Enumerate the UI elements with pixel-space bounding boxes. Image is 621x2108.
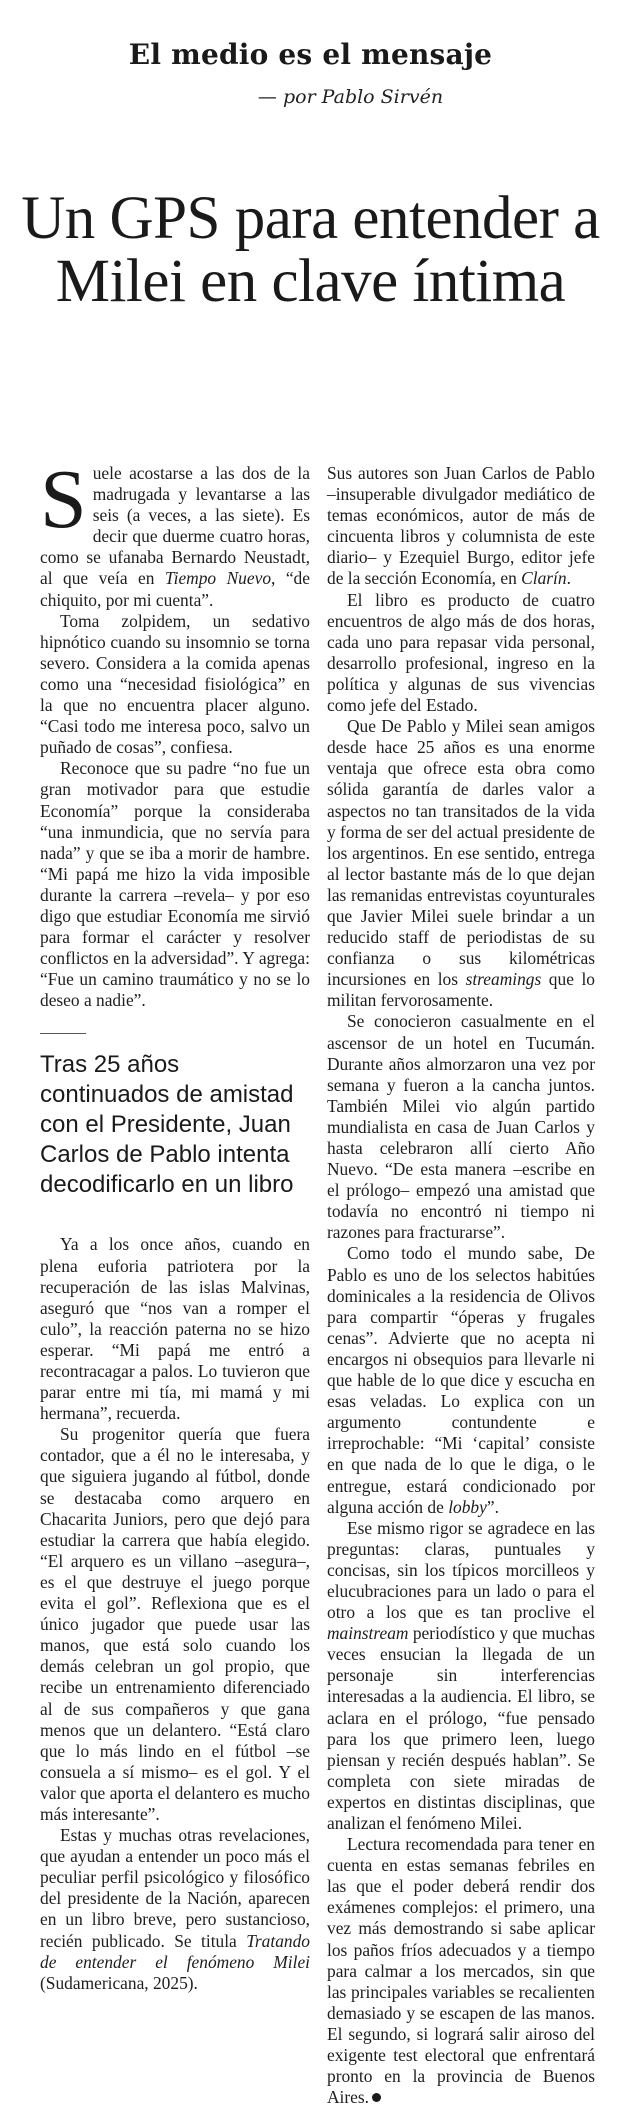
paragraph: Sus autores son Juan Carlos de Pablo –insuperable divulgador mediático de temas económicos, autor de más de cincuenta libros y columnista de este diario– y Ezequiel Burgo, editor jefe de la sección Economía, en Clarín. — [327, 463, 595, 589]
paragraph: Que De Pablo y Milei sean amigos desde hace 25 años es una enorme ventaja que ofrece esta obra como sólida garantía de darles valor a aspectos no tan transitados de la vida y forma de ser del actual presidente de los argentinos. En ese sentido, entrega al lector bastante más de lo que dejan las remanidas entrevistas coyunturales que Javier Milei suele brindar a un reducido staff de periodistas de su confianza o sus kilométricas incursiones en los streamings que lo militan fervorosamente. — [327, 716, 595, 1011]
paragraph: Ese mismo rigor se agradece en las preguntas: claras, puntuales y concisas, sin los típicos morcilleos y elucubraciones para un lado o para el otro a los que es tan proclive el mainstream periodístico y que muchas veces ensucian la llegada de un personaje sin interferencias interesadas a la audiencia. El libro, se aclara en el prólogo, “fue pensado para los que primero leen, luego piensan y recién después hablan”. Se completa con siete miradas de expertos en distintas disciplinas, que analizan el fenómeno Milei. — [327, 1517, 595, 1833]
end-mark-icon — [372, 2093, 381, 2102]
paragraph: Ya a los once años, cuando en plena euforia patriotera por la recuperación de las islas Malvinas, aseguró que “nos van a romper el culo”, la reacción paterna no se hizo esperar. “Mi papá me entró a recontracagar a palos. Lo tuvieron que parar entre mi tía, mi mamá y mi hermana”, recuerda. — [40, 1234, 310, 1424]
column-name: El medio es el mensaje — [128, 38, 493, 71]
paragraph: El libro es producto de cuatro encuentros de algo más de dos horas, cada uno para repasar vida personal, desarrollo profesional, ingreso en la política y algunas de sus vivencias como jefe del Estado. — [327, 589, 595, 716]
paragraph: Se conocieron casualmente en el ascensor de un hotel en Tucumán. Durante años almorzaron una vez por semana y fueron a la cancha juntos. También Milei vio algún partido mundialista en casa de Juan Carlos y hasta celebraron allí cierto Año Nuevo. “De esta manera –escribe en el prólogo– empezó una amistad que todavía no encontró ni tiempo ni razones para fracturarse”. — [327, 1011, 595, 1243]
headline: Un GPS para entender a Milei en clave íntima — [21, 185, 600, 315]
paragraph: Toma zolpidem, un sedativo hipnótico cuando su insomnio se torna severo. Considera a la comida apenas como una “necesidad fisiológica” en la que no encuentra placer alguno. “Casi todo me interesa poco, salvo un puñado de cosas”, confiesa. — [40, 610, 310, 758]
paragraph: Como todo el mundo sabe, De Pablo es uno de los selectos habitúes dominicales a la residencia de Olivos para compartir “óperas y frugales cenas”. Advierte que no acepta ni encargos ni obsequios para llevarle ni que hable de lo que dice y escucha en esas veladas. Lo explica con un argumento contundente e irreprochable: “Mi ‘capital’ consiste en que nada de lo que le diga, o le entregue, estará condicionado por alguna acción de lobby”. — [327, 1243, 595, 1517]
paragraph: Suele acostarse a las dos de la madrugada y levantarse a las seis (a veces, a las siete). Es decir que duerme cuatro horas, como se ufanaba Bernardo Neustadt, al que veía en Tiempo Nuevo, “de chiquito, por mi cuenta”. — [40, 453, 310, 610]
byline: — por Pablo Sirvén — [257, 86, 444, 108]
paragraph: Lectura recomendada para tener en cuenta en estas semanas febriles en las que el poder deberá rendir dos exámenes complejos: el primero, una vez más demostrando si sabe aplicar los paños fríos adecuados y a tiempo para calmar a los mercados, sin que las principales variables se recalienten demasiado y se escapen de las manos. El segundo, si logrará salir airoso del exigente test electoral que enfrentará pronto en la provincia de Buenos Aires. — [327, 1834, 595, 2108]
pull-quote-rule — [40, 1033, 86, 1034]
pull-quote-text: Tras 25 años continuados de amistad con el Presidente, Juan Carlos de Pablo intenta decodificarlo en un libro — [40, 1051, 294, 1199]
paragraph: Reconoce que su padre “no fue un gran motivador para que estudie Economía” porque la consideraba “una inmundicia, que no servía para nada” y que se iba a morir de hambre. “Mi papá me hizo la vida imposible durante la carrera –revela– y por eso digo que estudiar Economía me sirvió para formar el carácter y resolver conflictos en la adversidad”. Y agrega: “Fue un camino traumático y no se lo deseo a nadie”. — [40, 758, 310, 1011]
pull-quote — [40, 1033, 310, 1200]
drop-cap: S — [40, 453, 87, 546]
paragraph: Su progenitor quería que fuera contador, que a él no le interesaba, y que siguiera jugando al fútbol, donde se destacaba como arquero en Chacarita Juniors, pero que dejó para estudiar la carrera que había elegido. “El arquero es un villano –asegura–, es el que destruye el juego porque evita el gol”. Reflexiona que es el único jugador que puede usar las manos, que está solo cuando los demás celebran un gol propio, que recibe un entrenamiento diferenciado al de sus compañeros y que gana menos que un delantero. “Está claro que lo más lindo en el fútbol –se consuela a sí mismo– es el gol. Y el valor que aporta el delantero es mucho más interesante”. — [40, 1424, 310, 1824]
article-column-right — [327, 463, 595, 2108]
article-column-left — [40, 453, 310, 1994]
paragraph: Estas y muchas otras revelaciones, que ayudan a entender un poco más el peculiar perfil psicológico y filosófico del presidente de la Nación, aparecen en un libro breve, pero sustancioso, recién publicado. Se titula Tratando de entender el fenómeno Milei (Sudamericana, 2025). — [40, 1825, 310, 1993]
